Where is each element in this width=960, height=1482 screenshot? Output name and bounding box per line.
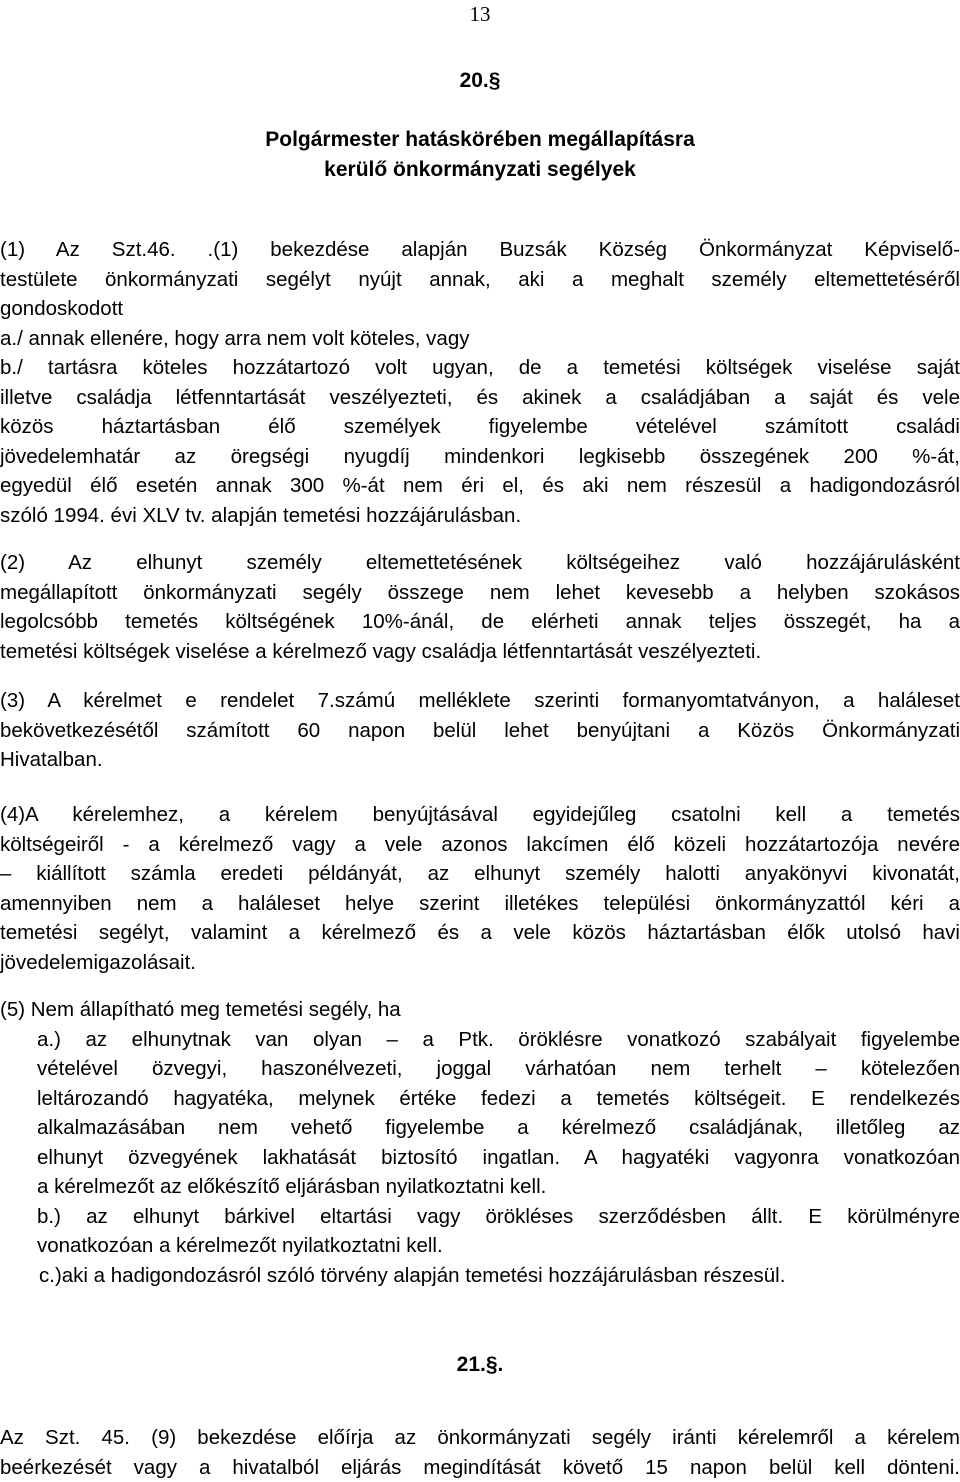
paragraph-line: Az Szt. 45. (9) bekezdése előírja az önkormányzati segély iránti kérelemről a kérelem xyxy=(0,1423,960,1453)
paragraph-5 xyxy=(0,995,960,1290)
paragraph-line: (3) A kérelmet e rendelet 7.számú melléklete szerinti formanyomtatványon, a haláleset xyxy=(0,686,960,716)
paragraph-line: gondoskodott xyxy=(0,294,960,324)
list-item-line: c.)aki a hadigondozásról szóló törvény alapján temetési hozzájárulásban részesül. xyxy=(0,1261,960,1291)
paragraph-5-item-a xyxy=(0,1025,960,1202)
paragraph-line: beérkezését vagy a hivatalból eljárás megindítását követő 15 napon belül kell dönteni. xyxy=(0,1453,960,1482)
list-item-line: leltározandó hagyatéka, melynek értéke fedezi a temetés költségeit. E rendelkezés xyxy=(0,1084,960,1114)
paragraph-line: temetési segélyt, valamint a kérelmező és a vele közös háztartásban élők utolsó havi xyxy=(0,918,960,948)
paragraph-line: a./ annak ellenére, hogy arra nem volt köteles, vagy xyxy=(0,324,960,354)
paragraph-line: közös háztartásban élő személyek figyelembe vételével számított családi xyxy=(0,412,960,442)
section-20-heading xyxy=(0,66,960,96)
paragraph-line: amennyiben nem a haláleset helye szerint illetékes települési önkormányzattól kéri a xyxy=(0,889,960,919)
title-line: kerülő önkormányzati segélyek xyxy=(0,155,960,185)
paragraph-5-item-c xyxy=(0,1261,960,1291)
paragraph-line: b./ tartásra köteles hozzátartozó volt ugyan, de a temetési költségek viselése saját xyxy=(0,353,960,383)
section-20-number: 20.§ xyxy=(460,69,501,92)
title-line: Polgármester hatáskörében megállapításra xyxy=(0,125,960,155)
list-item-line: vonatkozóan a kérelmezőt nyilatkoztatni kell. xyxy=(0,1231,960,1261)
paragraph-line: bekövetkezésétől számított 60 napon belül lehet benyújtani a Közös Önkormányzati xyxy=(0,716,960,746)
paragraph-2 xyxy=(0,548,960,666)
paragraph-1 xyxy=(0,235,960,530)
paragraph-5-intro: (5) Nem állapítható meg temetési segély, ha xyxy=(0,995,960,1025)
list-item-line: a.) az elhunytnak van olyan – a Ptk. öröklésre vonatkozó szabályait figyelembe xyxy=(0,1025,960,1055)
page-number: 13 xyxy=(0,2,960,27)
paragraph-line: egyedül élő esetén annak 300 %-át nem éri el, és aki nem részesül a hadigondozásról xyxy=(0,471,960,501)
section-21-number: 21.§. xyxy=(457,1353,504,1376)
list-item-line: alkalmazásában nem vehető figyelembe a kérelmező családjának, illetőleg az xyxy=(0,1113,960,1143)
paragraph-line: megállapított önkormányzati segély összege nem lehet kevesebb a helyben szokásos xyxy=(0,578,960,608)
list-item-line: elhunyt özvegyének lakhatását biztosító ingatlan. A hagyatéki vagyonra vonatkozóan xyxy=(0,1143,960,1173)
paragraph-line: költségeiről - a kérelmező vagy a vele azonos lakcímen élő közeli hozzátartozója nevére xyxy=(0,830,960,860)
paragraph-line: legolcsóbb temetés költségének 10%-ánál, de elérheti annak teljes összegét, ha a xyxy=(0,607,960,637)
list-item-line: a kérelmezőt az előkészítő eljárásban nyilatkoztatni kell. xyxy=(0,1172,960,1202)
paragraph-line: – kiállított számla eredeti példányát, az elhunyt személy halotti anyakönyvi kivonatát, xyxy=(0,859,960,889)
list-item-line: b.) az elhunyt bárkivel eltartási vagy örökléses szerződésben állt. E körülményre xyxy=(0,1202,960,1232)
list-item-line: vételével özvegyi, haszonélvezeti, joggal várhatóan nem terhelt – kötelezően xyxy=(0,1054,960,1084)
paragraph-line: (1) Az Szt.46. .(1) bekezdése alapján Buzsák Község Önkormányzat Képviselő- xyxy=(0,235,960,265)
paragraph-3 xyxy=(0,686,960,775)
paragraph-line: szóló 1994. évi XLV tv. alapján temetési hozzájárulásban. xyxy=(0,501,960,531)
section-21-text xyxy=(0,1423,960,1482)
paragraph-line: jövedelemhatár az öregségi nyugdíj mindenkori legkisebb összegének 200 %-át, xyxy=(0,442,960,472)
paragraph-line: (4)A kérelemhez, a kérelem benyújtásával egyidejűleg csatolni kell a temetés xyxy=(0,800,960,830)
paragraph-line: (2) Az elhunyt személy eltemettetésének költségeihez való hozzájárulásként xyxy=(0,548,960,578)
paragraph-5-item-b xyxy=(0,1202,960,1261)
paragraph-line: testülete önkormányzati segélyt nyújt annak, aki a meghalt személy eltemettetéséről xyxy=(0,265,960,295)
paragraph-4 xyxy=(0,800,960,977)
section-21-heading xyxy=(0,1350,960,1380)
paragraph-line: jövedelemigazolásait. xyxy=(0,948,960,978)
paragraph-line: Hivatalban. xyxy=(0,745,960,775)
section-20-title xyxy=(0,125,960,185)
paragraph-line: temetési költségek viselése a kérelmező vagy családja létfenntartását veszélyezteti. xyxy=(0,637,960,667)
paragraph-line: illetve családja létfenntartását veszélyezteti, és akinek a családjában a saját és vele xyxy=(0,383,960,413)
